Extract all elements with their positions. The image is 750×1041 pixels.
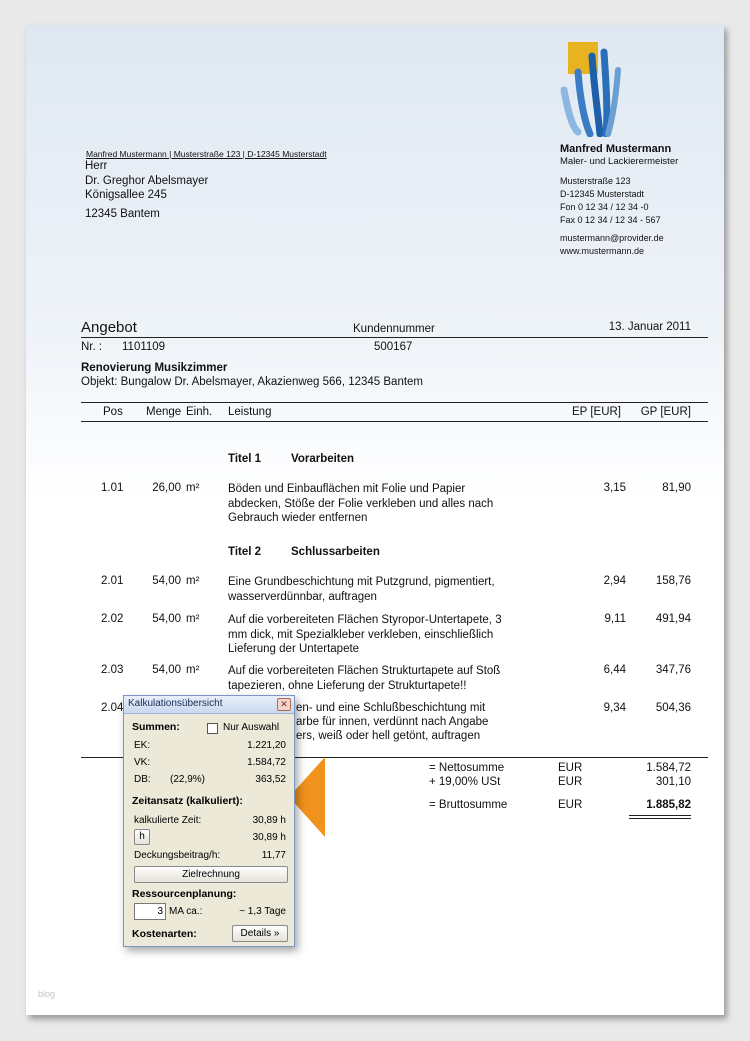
- ek-label: EK:: [134, 740, 151, 751]
- header-rule: [81, 337, 708, 338]
- contribution-per-hour-value: 11,77: [261, 850, 286, 861]
- row-gp: 347,76: [655, 664, 691, 676]
- project-object: Objekt: Bungalow Dr. Abelsmayer, Akazienweg 566, 12345 Bantem: [81, 376, 424, 388]
- resource-planning-heading: Ressourcenplanung:: [132, 888, 237, 900]
- nr-label: Nr. :: [81, 341, 103, 353]
- ek-value: 1.221,20: [247, 740, 286, 751]
- gross-underline: [629, 818, 691, 819]
- company-name: Manfred Mustermann: [560, 143, 672, 155]
- sums-heading: Summen:: [132, 721, 180, 733]
- row-ep: 6,44: [603, 664, 626, 676]
- row-gp: 81,90: [662, 482, 691, 494]
- recipient-name: Dr. Greghor Abelsmayer: [85, 175, 209, 187]
- customer-number-value: 500167: [374, 341, 413, 353]
- row-description-line: ers, weiß oder hell getönt, auftragen: [296, 730, 481, 742]
- vk-value: 1.584,72: [247, 757, 286, 768]
- company-subtitle: Maler- und Lackierermeister: [560, 156, 679, 167]
- db-percent: (22,9%): [170, 774, 206, 785]
- document-date: 13. Januar 2011: [608, 321, 691, 333]
- vk-label: VK:: [134, 757, 151, 768]
- customer-number-label: Kundennummer: [353, 323, 435, 335]
- nr-value: 1101109: [122, 341, 166, 353]
- section-title-name: Vorarbeiten: [291, 453, 355, 465]
- staff-count-input[interactable]: 3: [134, 903, 166, 920]
- close-button[interactable]: ✕: [277, 698, 291, 711]
- row-pos: 2.03: [101, 664, 124, 676]
- row-qty: 26,00: [152, 482, 181, 494]
- calculation-overview-window: [123, 695, 295, 947]
- row-pos: 2.01: [101, 575, 124, 587]
- section-title-name: Schlussarbeiten: [291, 546, 380, 558]
- contribution-per-hour-label: Deckungsbeitrag/h:: [134, 850, 221, 861]
- row-ep: 9,34: [603, 702, 626, 714]
- section-title-label: Titel 2: [228, 546, 262, 558]
- row-description: Eine Grundbeschichtung mit Putzgrund, pigmentiert, wasserverdünnbar, auftragen: [228, 576, 495, 603]
- calculated-time-label: kalkulierte Zeit:: [134, 815, 202, 826]
- company-phone: Fon 0 12 34 / 12 34 -0: [560, 202, 649, 212]
- row-description-line: en- und eine Schlußbeschichtung mit: [296, 702, 486, 714]
- staff-label: MA ca.:: [169, 906, 203, 917]
- company-logo-icon: [560, 42, 625, 137]
- gross-currency: EUR: [558, 799, 583, 811]
- calculated-time-value: 30,89 h: [252, 815, 286, 826]
- db-value: 363,52: [255, 774, 286, 785]
- column-einheit: Einh.: [186, 406, 213, 418]
- company-fax: Fax 0 12 34 / 12 34 - 567: [560, 215, 661, 225]
- net-label: = Nettosumme: [429, 762, 505, 774]
- company-email[interactable]: mustermann@provider.de: [560, 233, 664, 243]
- only-selection-checkbox[interactable]: [207, 723, 218, 734]
- details-button[interactable]: Details »: [232, 925, 288, 942]
- hours-value: 30,89 h: [252, 832, 286, 843]
- row-unit: m²: [186, 613, 200, 625]
- column-pos: Pos: [103, 406, 123, 418]
- row-description: Böden und Einbauflächen mit Folie und Papier abdecken, Stöße der Folie verkleben und alles nach Gebrauch wieder entfernen: [228, 483, 494, 524]
- window-title: Kalkulationsübersicht: [128, 698, 223, 709]
- row-unit: m²: [186, 575, 200, 587]
- row-ep: 2,94: [603, 575, 626, 587]
- vat-label: + 19,00% USt: [429, 776, 501, 788]
- only-selection-label[interactable]: Nur Auswahl: [223, 722, 280, 733]
- table-header-rule: [81, 421, 708, 422]
- staff-duration-value: ~ 1,3 Tage: [239, 906, 286, 917]
- gross-underline: [629, 815, 691, 816]
- row-gp: 491,94: [655, 613, 691, 625]
- row-qty: 54,00: [152, 575, 181, 587]
- row-pos: 1.01: [101, 482, 124, 494]
- target-calculation-button[interactable]: Zielrechnung: [134, 866, 288, 883]
- net-currency: EUR: [558, 762, 583, 774]
- column-leistung: Leistung: [228, 406, 272, 418]
- recipient-street: Königsallee 245: [85, 189, 167, 201]
- db-label: DB:: [134, 774, 151, 785]
- row-description: Auf die vorbereiteten Flächen Strukturtapete auf Stoß tapezieren, ohne Lieferung der Strukturtapete!!: [228, 665, 501, 692]
- gross-label: = Bruttosumme: [429, 799, 508, 811]
- column-menge: Menge: [146, 406, 182, 418]
- row-description-line: arbe für innen, verdünnt nach Angabe: [296, 716, 489, 728]
- row-pos: 2.04: [101, 702, 124, 714]
- vat-currency: EUR: [558, 776, 583, 788]
- project-title: Renovierung Musikzimmer: [81, 362, 228, 374]
- row-unit: m²: [186, 664, 200, 676]
- row-description: Auf die vorbereiteten Flächen Styropor-Untertapete, 3 mm dick, mit Spezialkleber verkleben, einschließlich Lieferung der Untertapete: [228, 614, 502, 655]
- row-gp: 158,76: [655, 575, 691, 587]
- row-qty: 54,00: [152, 664, 181, 676]
- watermark: blog: [38, 989, 56, 999]
- document-title: Angebot: [81, 319, 137, 336]
- gross-value: 1.885,82: [646, 799, 691, 811]
- column-ep: EP [EUR]: [572, 406, 621, 418]
- company-city: D-12345 Musterstadt: [560, 189, 645, 199]
- section-title-label: Titel 1: [228, 453, 262, 465]
- row-gp: 504,36: [655, 702, 691, 714]
- table-top-rule: [81, 402, 708, 403]
- vat-value: 301,10: [655, 776, 691, 788]
- company-street: Musterstraße 123: [560, 176, 631, 186]
- row-ep: 9,11: [604, 613, 626, 625]
- column-gp: GP [EUR]: [640, 406, 691, 418]
- sender-line: Manfred Mustermann | Musterstraße 123 | D-12345 Musterstadt: [86, 149, 327, 159]
- net-value: 1.584,72: [646, 762, 691, 774]
- row-unit: m²: [186, 482, 200, 494]
- row-pos: 2.02: [101, 613, 124, 625]
- recipient-salutation: Herr: [85, 160, 108, 172]
- cost-types-heading: Kostenarten:: [132, 928, 197, 940]
- hours-button[interactable]: h: [134, 829, 150, 845]
- row-qty: 54,00: [152, 613, 181, 625]
- recipient-city: 12345 Bantem: [85, 208, 160, 220]
- time-estimate-heading: Zeitansatz (kalkuliert):: [132, 795, 243, 807]
- row-ep: 3,15: [603, 482, 626, 494]
- company-website[interactable]: www.mustermann.de: [560, 246, 645, 256]
- window-titlebar[interactable]: [124, 696, 294, 714]
